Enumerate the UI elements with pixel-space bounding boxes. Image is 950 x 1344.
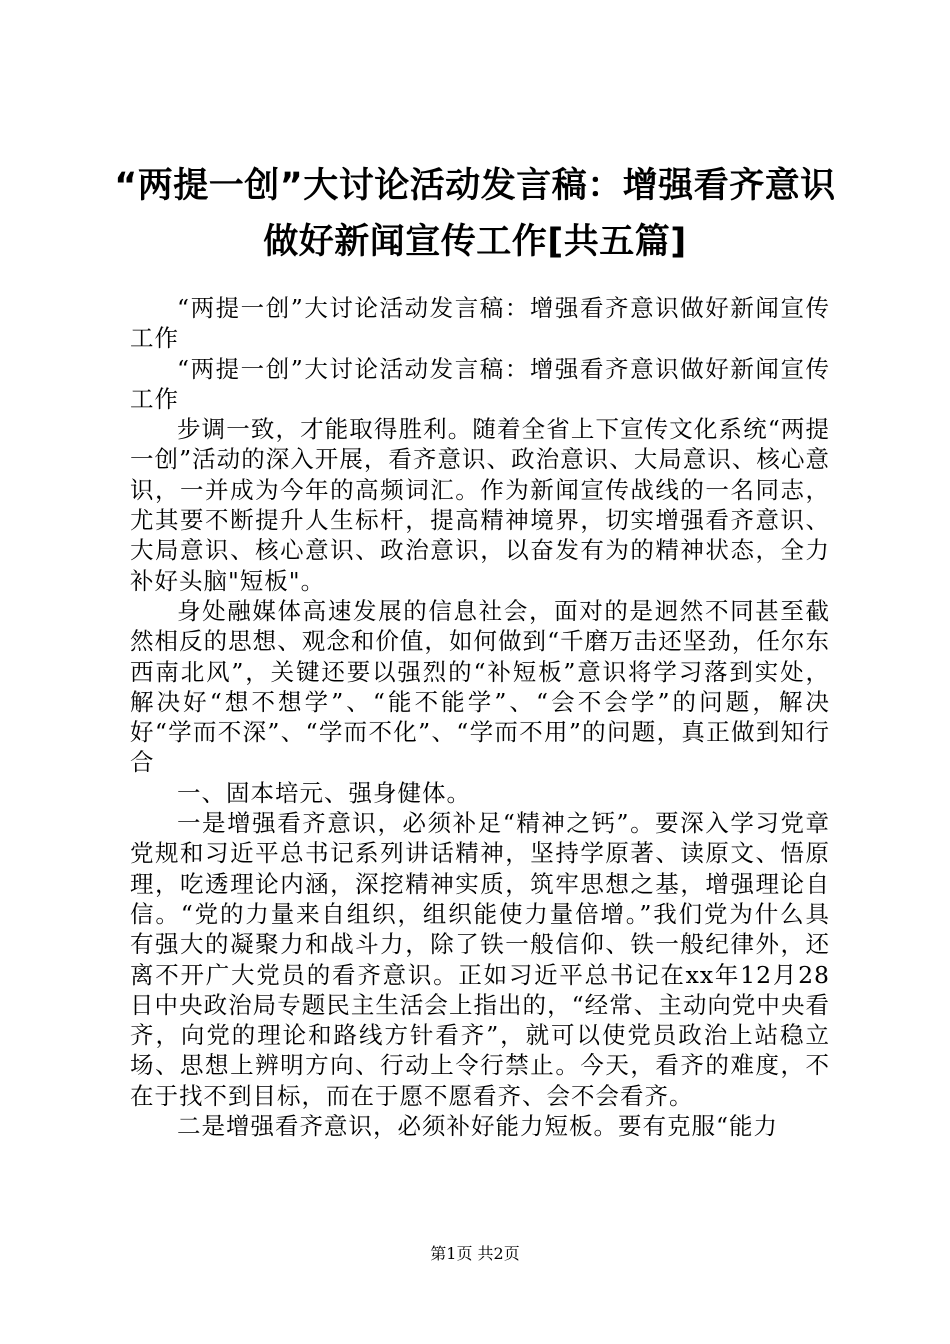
page-number-footer: 第1页 共2页 [430, 1244, 520, 1263]
paragraph: 二是增强看齐意识，必须补好能力短板。要有克服“能力 [177, 1112, 779, 1141]
paragraph: 一是增强看齐意识，必须补足“精神之钙”。要深入学习党章党规和习近平总书记系列讲话精神，坚持学原著、读原文、悟原理，吃透理论内涵，深挖精神实质，筑牢思想之基，增强理论自信。“党的力量来自组织，组织能使力量倍增。”我们党为什么具有强大的凝聚力和战斗力，除了铁一般信仰、铁一般纪律外，还离不开广大党员的看齐意识。正如习近平总书记在xx年12月28日中央政治局专题民主生活会上指出的，“经常、主动向党中央看齐，向党的理论和路线方针看齐”，就可以使党员政治上站稳立场、思想上辨明方向、行动上令行禁止。今天，看齐的难度，不在于找不到目标，而在于愿不愿看齐、会不会看齐。 [130, 809, 830, 1110]
document-title: “两提一创”大讨论活动发言稿：增强看齐意识做好新闻宣传工作[共五篇] [114, 166, 836, 262]
paragraph: 身处融媒体高速发展的信息社会，面对的是迥然不同甚至截然相反的思想、观念和价值，如何做到“千磨万击还坚劲，任尔东西南北风”，关键还要以强烈的“补短板”意识将学习落到实处，解决好“想不想学”、“能不能学”、“会不会学”的问题，解决好“学而不深”、“学而不化”、“学而不用”的问题，真正做到知行合 [130, 596, 830, 777]
paragraph: 步调一致，才能取得胜利。随着全省上下宣传文化系统“两提一创”活动的深入开展，看齐意识、政治意识、大局意识、核心意识，一并成为今年的高频词汇。作为新闻宣传战线的一名同志，尤其要不断提升人生标杆，提高精神境界，切实增强看齐意识、大局意识、核心意识、政治意识，以奋发有为的精神状态，全力补好头脑"短板"。 [130, 415, 830, 595]
paragraph: “两提一创”大讨论活动发言稿：增强看齐意识做好新闻宣传工作 [130, 354, 830, 413]
paragraph: “两提一创”大讨论活动发言稿：增强看齐意识做好新闻宣传工作 [130, 294, 830, 353]
section-heading: 一、固本培元、强身健体。 [177, 778, 471, 807]
document-body [130, 293, 830, 1141]
